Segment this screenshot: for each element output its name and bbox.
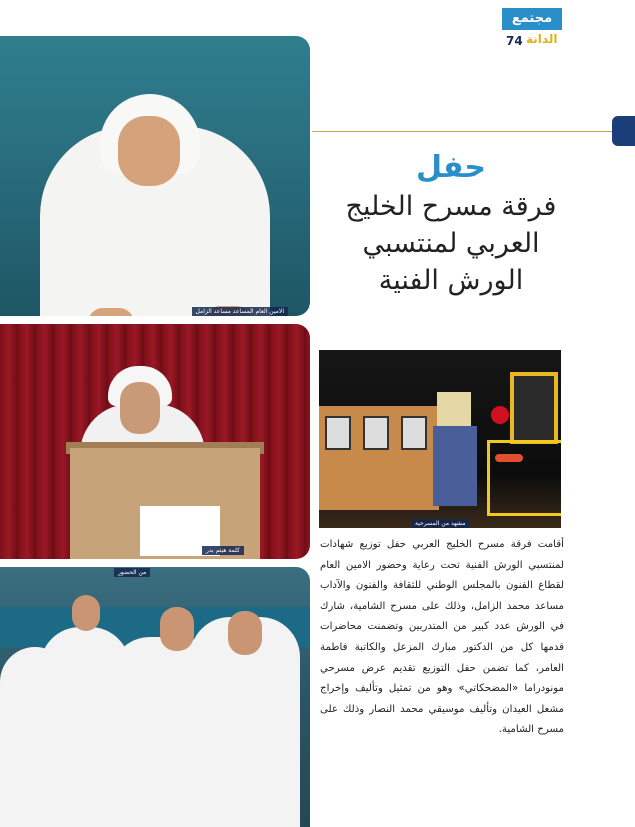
section-header <box>502 8 562 48</box>
audience-face <box>228 611 262 655</box>
article-kicker: حفل <box>416 150 486 185</box>
photo-caption: مشهد من المسرحية <box>411 519 469 528</box>
photo-caption: كلمة هيثم بدر <box>202 546 244 555</box>
audience-face <box>72 595 100 631</box>
divider-rule <box>312 131 612 132</box>
stage-portrait <box>325 416 351 450</box>
figure-face <box>118 116 180 186</box>
article-title-block <box>340 148 562 299</box>
magazine-logo: الدانة <box>526 32 558 46</box>
actor-pants <box>433 426 477 506</box>
photo-play-scene <box>319 350 561 528</box>
photo-guest-of-honor <box>0 36 310 316</box>
photo-speaker-podium <box>0 324 310 559</box>
stage-flowers <box>491 406 509 424</box>
photo-audience <box>0 567 310 827</box>
photo-caption: الامين العام المساعد مساعد الزامل <box>192 307 288 316</box>
actor-shirt <box>437 392 471 426</box>
page-number: 74 <box>506 34 523 48</box>
stage-table <box>487 440 561 516</box>
stage-portrait <box>363 416 389 450</box>
section-label: مجتمع <box>502 8 562 30</box>
article-body: أقامت فرقة مسرح الخليج العربي حفل توزيع شهادات لمنتسبي الورش الفنية تحت رعاية وحضور الامين العام لقطاع الفنون بالمجلس الوطني للثقافة والفنون والآداب مساعد محمد الزامل، وذلك على مسرح الشامية، شارك في الورش عدد كبير من المتدربين وتضمنت محاضرات قدمها كل من الدكتور مبارك المزعل والكاتبة فاطمة العامر، كما تضمن حفل التوزيع تقديم عرض مسرحي مونودراما «المضحكاتي» وهو من تمثيل وتأليف وإخراج مشعل العيدان وتأليف موسيقي محمد النصار وذلك على مسرح الشامية. <box>320 539 564 736</box>
audience-face <box>160 607 194 651</box>
figure-face <box>120 382 160 434</box>
stage-portrait <box>401 416 427 450</box>
page-edge-tab <box>612 116 635 146</box>
photo-caption: من الحضور <box>114 568 150 577</box>
article-title: فرقة مسرح الخليج العربي لمنتسبي الورش الفنية <box>345 191 557 296</box>
stage-mirror <box>510 372 558 444</box>
stage-stool <box>495 454 523 462</box>
